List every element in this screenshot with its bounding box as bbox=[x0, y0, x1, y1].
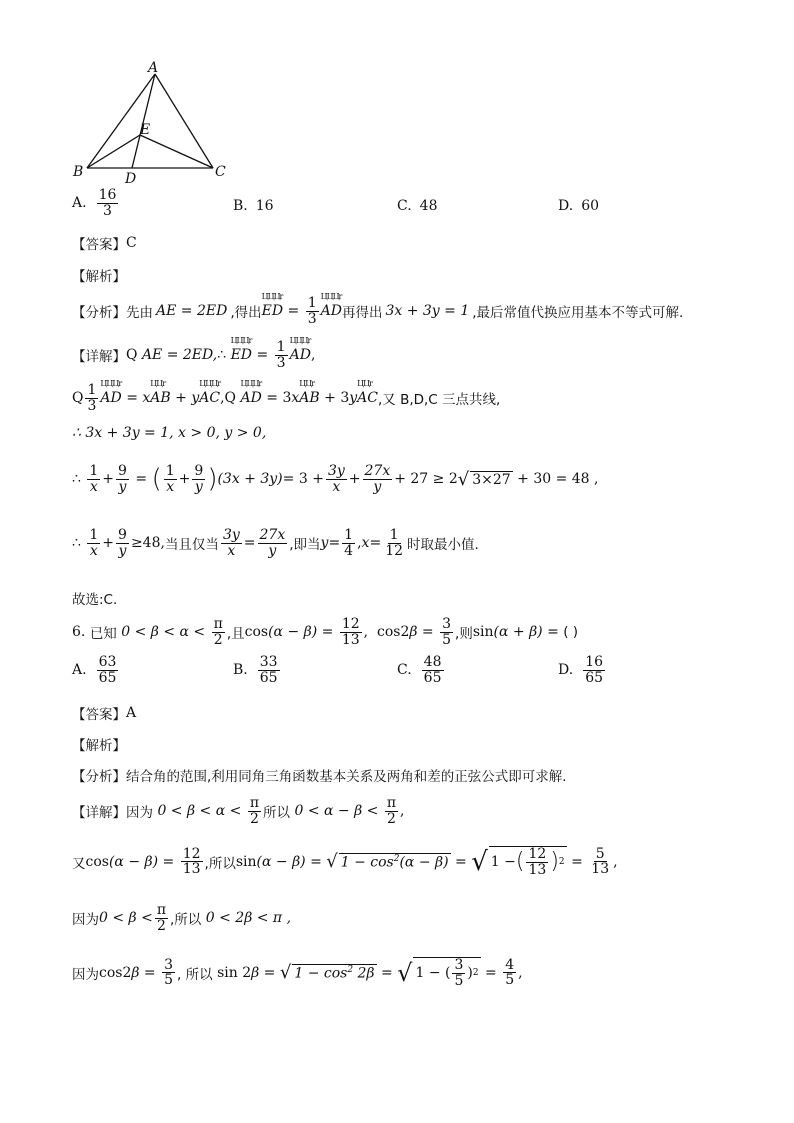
vertex-label-d: D bbox=[125, 171, 137, 187]
q6-stem: 6. 已知 0 < β < α < $\frac{\pi}{2}$ ,且 cos (α − β) = $\frac{12}{13}$ , cos2 β = $\frac{3}{5}$ ,则 sin (α + β) = ( ) bbox=[72, 616, 579, 648]
q6-detail-line1: 【详解】 因为 0 < β < α < $\frac{\pi}{2}$ 所以 0 < α − β < $\frac{\pi}{2}$ , bbox=[72, 795, 405, 827]
q5-fenxi: 【分析】 先由 AE = 2ED ,得出 ЦЦЦr ED = $\frac{1}{3}$ ЦЦЦr AD 再得出 3x + 3y = 1 ,最后常值代换应用基本不等式可解. bbox=[72, 292, 684, 327]
q6-choice-d: D. $\frac{16}{65}$ bbox=[558, 654, 604, 686]
q6-choice-b: B. $\frac{33}{65}$ bbox=[233, 654, 278, 686]
q5-detail-line5: ∴ $\frac{1}{x}$ + $\frac{9}{y}$ ≥48, 当且仅当 $\frac{3y}{x}$ = $\frac{27x}{y}$ ,即当 y = $\frac{1}{4}$ , x = $\frac{1}{12}$ 时取最小值. bbox=[72, 527, 479, 559]
q6-choice-c: C. $\frac{48}{65}$ bbox=[397, 654, 442, 686]
vertex-label-e: E bbox=[140, 122, 151, 138]
q5-choice-b: B. 16 bbox=[233, 198, 274, 214]
q5-choice-d: D. 60 bbox=[558, 198, 600, 214]
q6-detail-line4: 因为 cos2 β = $\frac{3}{5}$ , 所以 sin 2 β = √ $1 - \cos^2 2\beta$ = √ 1 − ( $\frac{3}{5}$ ) 2 = $\frac{4}{5}$ , bbox=[72, 956, 523, 989]
triangle-figure bbox=[70, 58, 240, 188]
q5-conclusion: 故选:C. bbox=[72, 592, 118, 608]
q5-detail-line4: ∴ $\frac{1}{x}$ + $\frac{9}{y}$ = ( $\frac{1}{x}$ + $\frac{9}{y}$ ) (3x + 3y) = 3 + $\frac{3y}{x}$ + $\frac{27x}{y}$ + 27 ≥ 2 √ 3×27 + 30 = 48 , bbox=[72, 463, 599, 495]
vertex-label-c: C bbox=[215, 164, 226, 180]
q5-choice-c: C. 48 bbox=[397, 198, 438, 214]
q5-detail-line2: Q $\frac{1}{3}$ ЦЦЦr AD = x ЦЦr AB + y ЦЦЦr AC ,Q ЦЦЦr AD = 3 x ЦЦr AB + 3 y ЦЦr AC ,又 B,D,C 三点共线, bbox=[72, 379, 501, 414]
vertex-label-a: A bbox=[148, 60, 159, 76]
q6-detail-line2: 又 cos (α − β) = $\frac{12}{13}$ ,所以 sin (α − β) = √ $1 - \cos^2(\alpha - \beta)$ = √ 1 − ( $\frac{12}{13}$ ) 2 = $\frac{5}{13}$ , bbox=[72, 845, 618, 878]
q6-answer: 【答案】 A bbox=[72, 705, 137, 723]
q6-fenxi: 【分析】 结合角的范围,利用同角三角函数基本关系及两角和差的正弦公式即可求解. bbox=[72, 769, 567, 785]
q5-detail-line1: 【详解】 Q AE = 2ED, ∴ ЦЦЦr ED = $\frac{1}{3}$ ЦЦЦr AD , bbox=[72, 336, 316, 371]
q5-detail-line3: ∴ 3x + 3y = 1, x > 0, y > 0, bbox=[72, 425, 267, 441]
q5-analysis-tag: 【解析】 bbox=[72, 269, 126, 285]
q5-answer: 【答案】 C bbox=[72, 235, 137, 253]
q6-choice-a: A. $\frac{63}{65}$ bbox=[72, 654, 117, 686]
vertex-label-b: B bbox=[73, 164, 84, 180]
q6-detail-line3: 因为 0 < β < $\frac{\pi}{2}$ ,所以 0 < 2β < π , bbox=[72, 902, 292, 934]
q5-choice-a: A. $\frac{16}{3}$ bbox=[72, 187, 117, 219]
q6-analysis-tag: 【解析】 bbox=[72, 738, 126, 754]
